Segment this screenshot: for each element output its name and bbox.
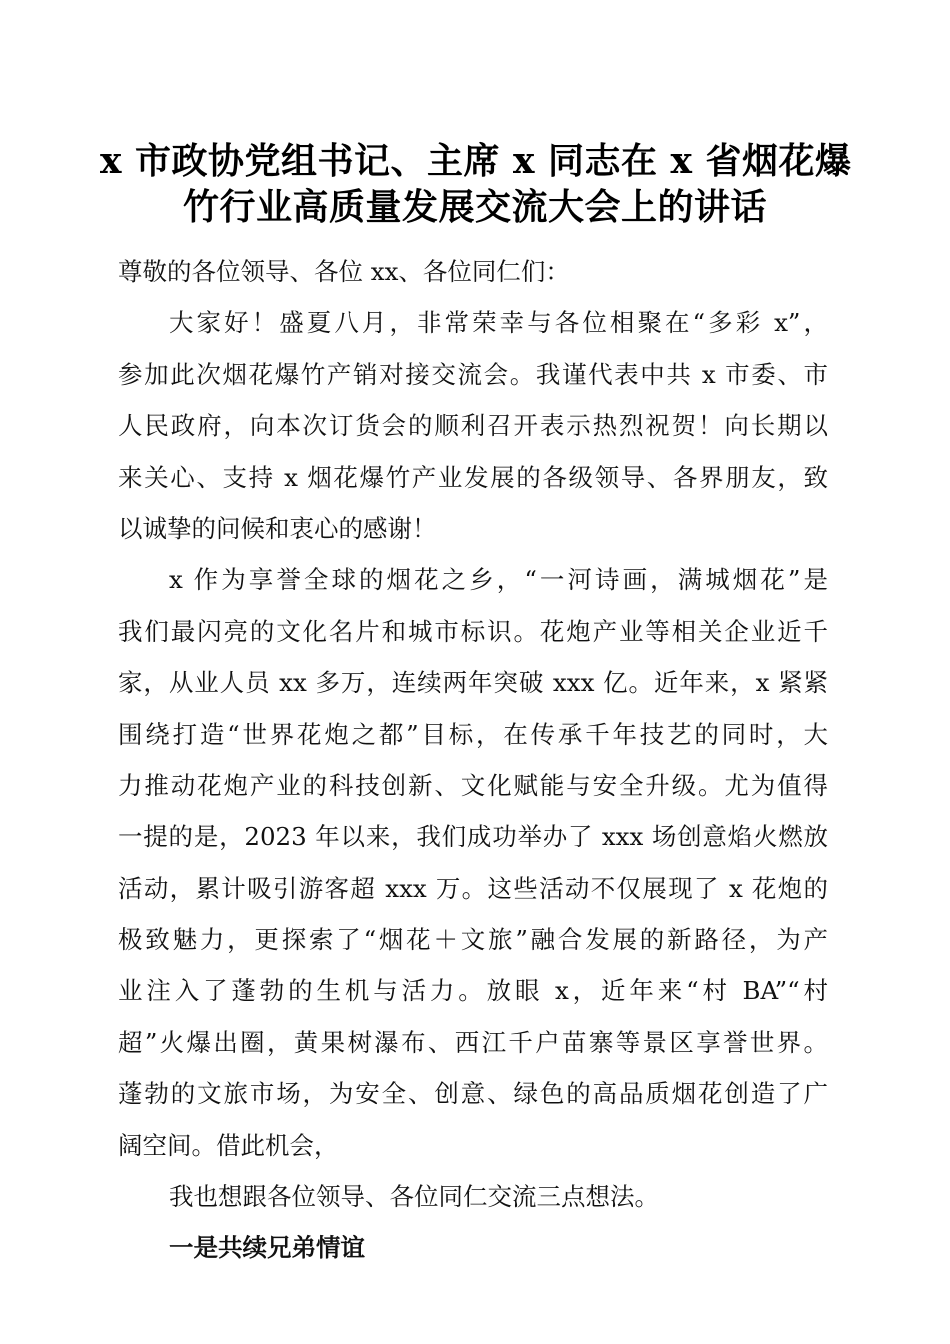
paragraph-1 bbox=[118, 297, 828, 554]
document-title-line-1: x 市政协党组书记、主席 x 同志在 x 省烟花爆 bbox=[100, 140, 852, 182]
paragraph-line: 我们最闪亮的文化名片和城市标识。花炮产业等相关企业近千 bbox=[118, 616, 828, 646]
paragraph-line: 围绕打造“世界花炮之都”目标，在传承千年技艺的同时，大 bbox=[118, 719, 828, 749]
section-heading-1: 一是共续兄弟情谊 bbox=[169, 1233, 365, 1263]
paragraph-line: 人民政府，向本次订货会的顺利召开表示热烈祝贺！向长期以 bbox=[118, 411, 828, 441]
paragraph-line: 一提的是，2023 年以来，我们成功举办了 xxx 场创意焰火燃放 bbox=[118, 822, 828, 852]
paragraph-3: 我也想跟各位领导、各位同仁交流三点想法。 bbox=[169, 1182, 659, 1212]
paragraph-line: 超”火爆出圈，黄果树瀑布、西江千户苗寨等景区享誉世界。 bbox=[118, 1027, 828, 1057]
paragraph-line: 力推动花炮产业的科技创新、文化赋能与安全升级。尤为值得 bbox=[118, 770, 828, 800]
paragraph-line: 家，从业人员 xx 多万，连续两年突破 xxx 亿。近年来，x 紧紧 bbox=[118, 668, 828, 698]
paragraph-line: x 作为享誉全球的烟花之乡，“一河诗画，满城烟花”是 bbox=[169, 565, 828, 595]
paragraph-line: 大家好！盛夏八月，非常荣幸与各位相聚在“多彩 x”， bbox=[169, 308, 828, 338]
paragraph-line: 来关心、支持 x 烟花爆竹产业发展的各级领导、各界朋友，致 bbox=[118, 462, 828, 492]
document-body bbox=[118, 246, 828, 1274]
paragraph-line: 活动，累计吸引游客超 xxx 万。这些活动不仅展现了 x 花炮的 bbox=[118, 873, 828, 903]
paragraph-line: 极致魅力，更探索了“烟花＋文旅”融合发展的新路径，为产 bbox=[118, 925, 828, 955]
paragraph-line: 蓬勃的文旅市场，为安全、创意、绿色的高品质烟花创造了广 bbox=[118, 1079, 828, 1109]
salutation: 尊敬的各位领导、各位 xx、各位同仁们： bbox=[118, 257, 570, 286]
paragraph-line: 以诚挚的问候和衷心的感谢！ bbox=[118, 513, 437, 543]
paragraph-line: 阔空间。借此机会， bbox=[118, 1130, 339, 1160]
paragraph-2 bbox=[118, 554, 828, 1171]
document-title-line-2: 竹行业高质量发展交流大会上的讲话 bbox=[182, 186, 767, 228]
paragraph-line: 业注入了蓬勃的生机与活力。放眼 x，近年来“村 BA”“村 bbox=[118, 976, 828, 1006]
paragraph-line: 参加此次烟花爆竹产销对接交流会。我谨代表中共 x 市委、市 bbox=[118, 359, 828, 389]
